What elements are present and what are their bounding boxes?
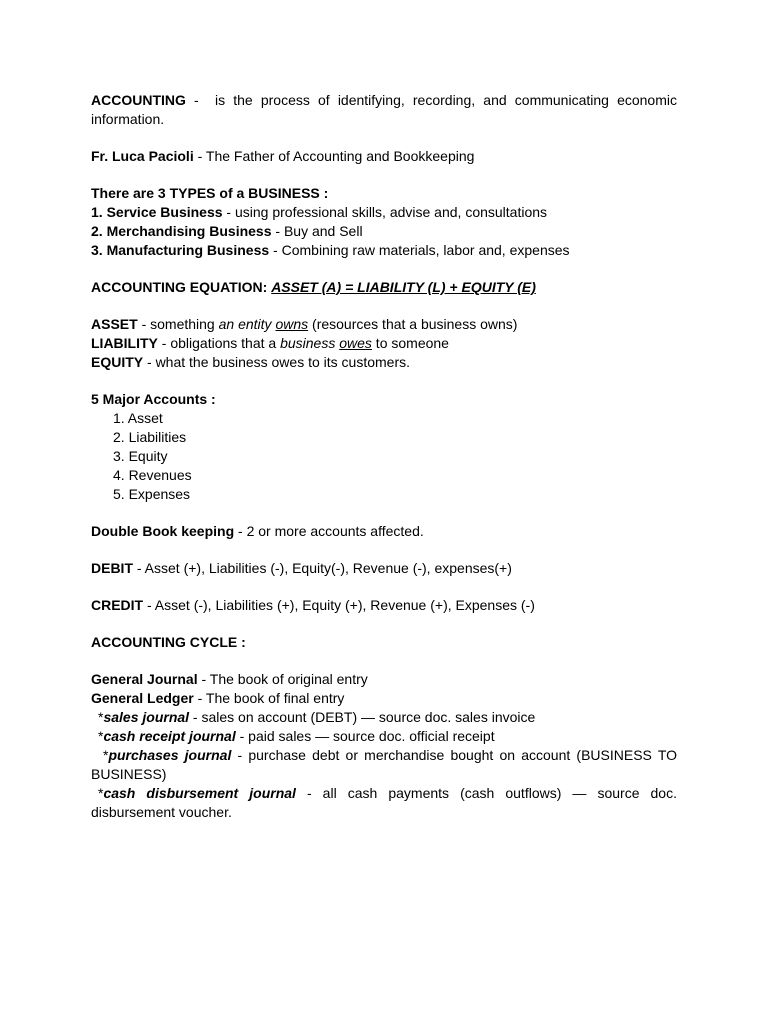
business-type-item: 3. Manufacturing Business - Combining raw materials, labor and, expenses [91, 242, 570, 258]
list-item: 1. Asset [113, 410, 163, 426]
cash-disbursement-journal: *cash disbursement journal - all cash payments (cash outflows) — source doc. disbursement voucher. [91, 785, 681, 820]
accounting-term: ACCOUNTING [91, 92, 186, 108]
equity-definition: EQUITY - what the business owes to its customers. [91, 354, 411, 370]
accounting-equation: ACCOUNTING EQUATION: ASSET (A) = LIABILITY (L) + EQUITY (E) [91, 279, 536, 295]
business-types-heading: There are 3 TYPES of a BUSINESS : [91, 185, 329, 201]
list-item: 5. Expenses [113, 486, 191, 502]
liability-definition: LIABILITY - obligations that a business owes to someone [91, 335, 449, 351]
general-ledger: General Ledger - The book of final entry [91, 690, 345, 706]
credit-rule: CREDIT - Asset (-), Liabilities (+), Equity (+), Revenue (+), Expenses (-) [91, 597, 535, 613]
list-item: 4. Revenues [113, 467, 192, 483]
cash-receipt-journal: *cash receipt journal - paid sales — source doc. official receipt [98, 728, 495, 744]
business-type-item: 2. Merchandising Business - Buy and Sell [91, 223, 363, 239]
asset-definition: ASSET - something an entity owns (resources that a business owns) [91, 316, 518, 332]
general-journal: General Journal - The book of original entry [91, 671, 368, 687]
debit-rule: DEBIT - Asset (+), Liabilities (-), Equity(-), Revenue (-), expenses(+) [91, 560, 512, 576]
business-type-item: 1. Service Business - using professional skills, advise and, consultations [91, 204, 548, 220]
list-item: 2. Liabilities [113, 429, 187, 445]
purchases-journal: *purchases journal - purchase debt or merchandise bought on account (BUSINESS TO BUSINESS) [91, 747, 681, 782]
accounting-definition-text: is the process of identifying, recording, and communicating economic information. [91, 92, 681, 127]
accounting-cycle-heading: ACCOUNTING CYCLE : [91, 634, 246, 650]
major-accounts-list [91, 409, 677, 504]
sales-journal: *sales journal - sales on account (DEBT) — source doc. sales invoice [98, 709, 536, 725]
document-page [91, 91, 681, 822]
father-name: Fr. Luca Pacioli [91, 148, 194, 164]
major-accounts-heading: 5 Major Accounts : [91, 391, 216, 407]
equation-formula: ASSET (A) = LIABILITY (L) + EQUITY (E) [271, 279, 536, 295]
double-book-keeping: Double Book keeping - 2 or more accounts affected. [91, 523, 424, 539]
father-of-accounting: Fr. Luca Pacioli - The Father of Accounting and Bookkeeping [91, 148, 475, 164]
list-item: 3. Equity [113, 448, 168, 464]
accounting-definition: ACCOUNTING - is the process of identifying, recording, and communicating economic information. [91, 92, 681, 127]
